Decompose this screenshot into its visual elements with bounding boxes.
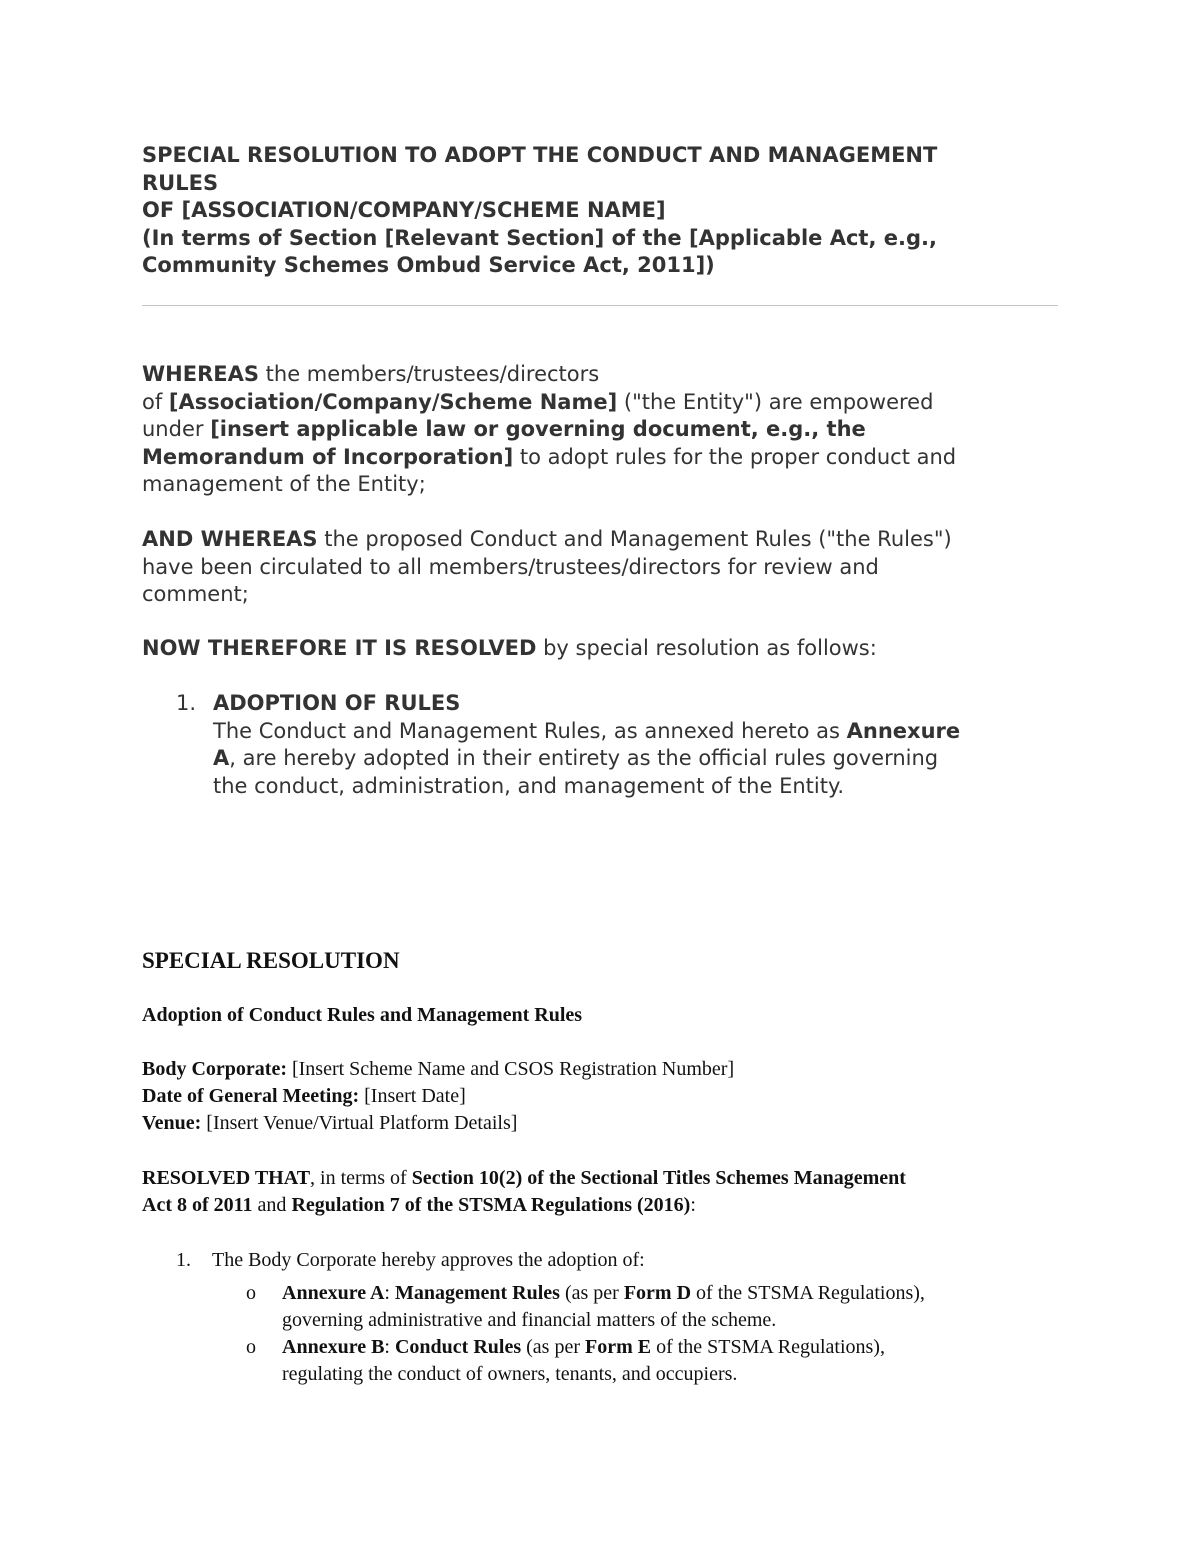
meeting-details	[142, 1056, 1062, 1137]
annexure-label: Annexure	[846, 718, 961, 743]
horizontal-divider	[142, 305, 1058, 306]
annexure-label: A	[213, 746, 230, 770]
item-text: , are hereby adopted in their entirety as the official rules governing	[229, 746, 939, 770]
document-title	[142, 142, 1062, 280]
date-value: [Insert Date]	[359, 1085, 466, 1107]
now-therefore-lead: NOW THEREFORE IT IS RESOLVED	[142, 636, 537, 660]
and-whereas-text: have been circulated to all members/trustees/directors for review and	[142, 554, 879, 579]
whereas-lead: WHEREAS	[142, 362, 259, 386]
body-corporate-label: Body Corporate:	[142, 1058, 287, 1080]
item-title: ADOPTION OF RULES	[213, 691, 461, 715]
and-whereas-text: comment;	[142, 582, 249, 606]
title-line: SPECIAL RESOLUTION TO ADOPT THE CONDUCT AND MANAGEMENT	[142, 143, 938, 167]
whereas-text: the members/trustees/directors	[258, 362, 600, 386]
item-text: the conduct, administration, and management of the Entity.	[213, 773, 845, 798]
resolved-paragraph: RESOLVED THAT, in terms of Section 10(2) of the Sectional Titles Schemes Management Act 8 of 2011 and Regulation 7 of the STSMA Regulations (2016):	[142, 1167, 906, 1216]
title-line: (In terms of Section [Relevant Section] of the [Applicable Act, e.g.,	[142, 225, 937, 250]
venue-value: [Insert Venue/Virtual Platform Details]	[201, 1112, 518, 1134]
whereas-text: of	[142, 389, 169, 414]
title-line: Community Schemes Ombud Service Act, 2011])	[142, 253, 715, 277]
bullet-marker: o	[246, 1282, 256, 1304]
title-line: OF [ASSOCIATION/COMPANY/SCHEME NAME]	[142, 198, 666, 222]
whereas-text: to adopt rules for the proper conduct and	[513, 444, 957, 469]
law-placeholder: [insert applicable law or governing document, e.g., the	[210, 417, 866, 441]
and-whereas-lead: AND WHEREAS	[142, 527, 318, 551]
list-number: 1.	[176, 1249, 191, 1271]
regulation-reference: Regulation 7 of the STSMA Regulations (2016)	[291, 1194, 691, 1216]
document-page: SPECIAL RESOLUTION TO ADOPT THE CONDUCT AND MANAGEMENT RULES OF [ASSOCIATION/COMPANY/SCHEME NAME] (In terms of Section [Relevant Section] of the [Applicable Act, e.g., Community Schemes Ombud Service Act, 2011]) WHEREAS the members/trustees/directors of [Association/Company/Scheme Name] ("the Entity") are empowered under [insert applicable law or governing document, e.g., the Memorandum of Incorporation] to adopt rules for the proper conduct and management of the Entity; AND WHEREAS the proposed Conduct and Management Rules ("the Rules") have been circulated to all members/trustees/directors for review and comment; NOW THEREFORE IT IS RESOLVED by special resolution as follows: 1. ADOPTION OF RULES The Conduct and Management Rules, as annexed hereto as Annexure A, are hereby adopted in their entirety as the official rules governing the conduct, administration, and management of the Entity. SPECIAL RESOLUTION Adoption of Conduct Rules and Management Rules Body Corporate: [Insert Scheme Name and CSOS Registration Number] Date of General Meeting: [Insert Date] Venue: [Insert Venue/Virtual Platform Details] RESOLVED THAT, in terms of Section 10(2) of the Sectional Titles Schemes Management Act 8 of 2011 and Regulation 7 of the STSMA Regulations (2016): 1. The Body Corporate hereby approves the adoption of: o Annexure A: Management Rules (as per Form D of the STSMA Regulations), governing administrative and financial matters of the scheme. o Annexure B: Conduct Rules (as per Form E of the STSMA Regulations), regulating the conduct of owners, tenants, and occupiers.	[0, 0, 1200, 1553]
statute-reference: Act 8 of 2011	[142, 1194, 253, 1216]
item-number: 1.	[176, 691, 197, 715]
item-text: The Conduct and Management Rules, as annexed hereto as	[213, 718, 847, 743]
and-whereas-text: the proposed Conduct and Management Rules ("the Rules")	[317, 527, 952, 551]
statute-reference: Section 10(2) of the Sectional Titles Schemes Management	[411, 1167, 906, 1189]
whereas-text: ("the Entity") are empowered	[617, 389, 934, 414]
section-title: SPECIAL RESOLUTION	[142, 948, 400, 973]
law-placeholder: Memorandum of Incorporation]	[142, 444, 514, 469]
whereas-text: management of the Entity;	[142, 472, 426, 496]
title-line: RULES	[142, 170, 219, 195]
date-label: Date of General Meeting:	[142, 1085, 360, 1107]
whereas-text: under	[142, 417, 211, 441]
entity-name-placeholder: [Association/Company/Scheme Name]	[168, 389, 618, 414]
section-subtitle: Adoption of Conduct Rules and Management Rules	[142, 1004, 583, 1026]
whereas-paragraph	[142, 361, 1062, 499]
venue-label: Venue:	[142, 1112, 202, 1134]
now-therefore-paragraph	[142, 635, 1062, 663]
and-whereas-paragraph	[142, 526, 1062, 609]
now-therefore-text: by special resolution as follows:	[536, 636, 877, 660]
list-text: The Body Corporate hereby approves the adoption of:	[212, 1249, 645, 1271]
resolved-lead: RESOLVED THAT	[142, 1167, 311, 1189]
body-corporate-value: [Insert Scheme Name and CSOS Registration Number]	[286, 1058, 735, 1080]
bullet-marker: o	[246, 1336, 256, 1358]
